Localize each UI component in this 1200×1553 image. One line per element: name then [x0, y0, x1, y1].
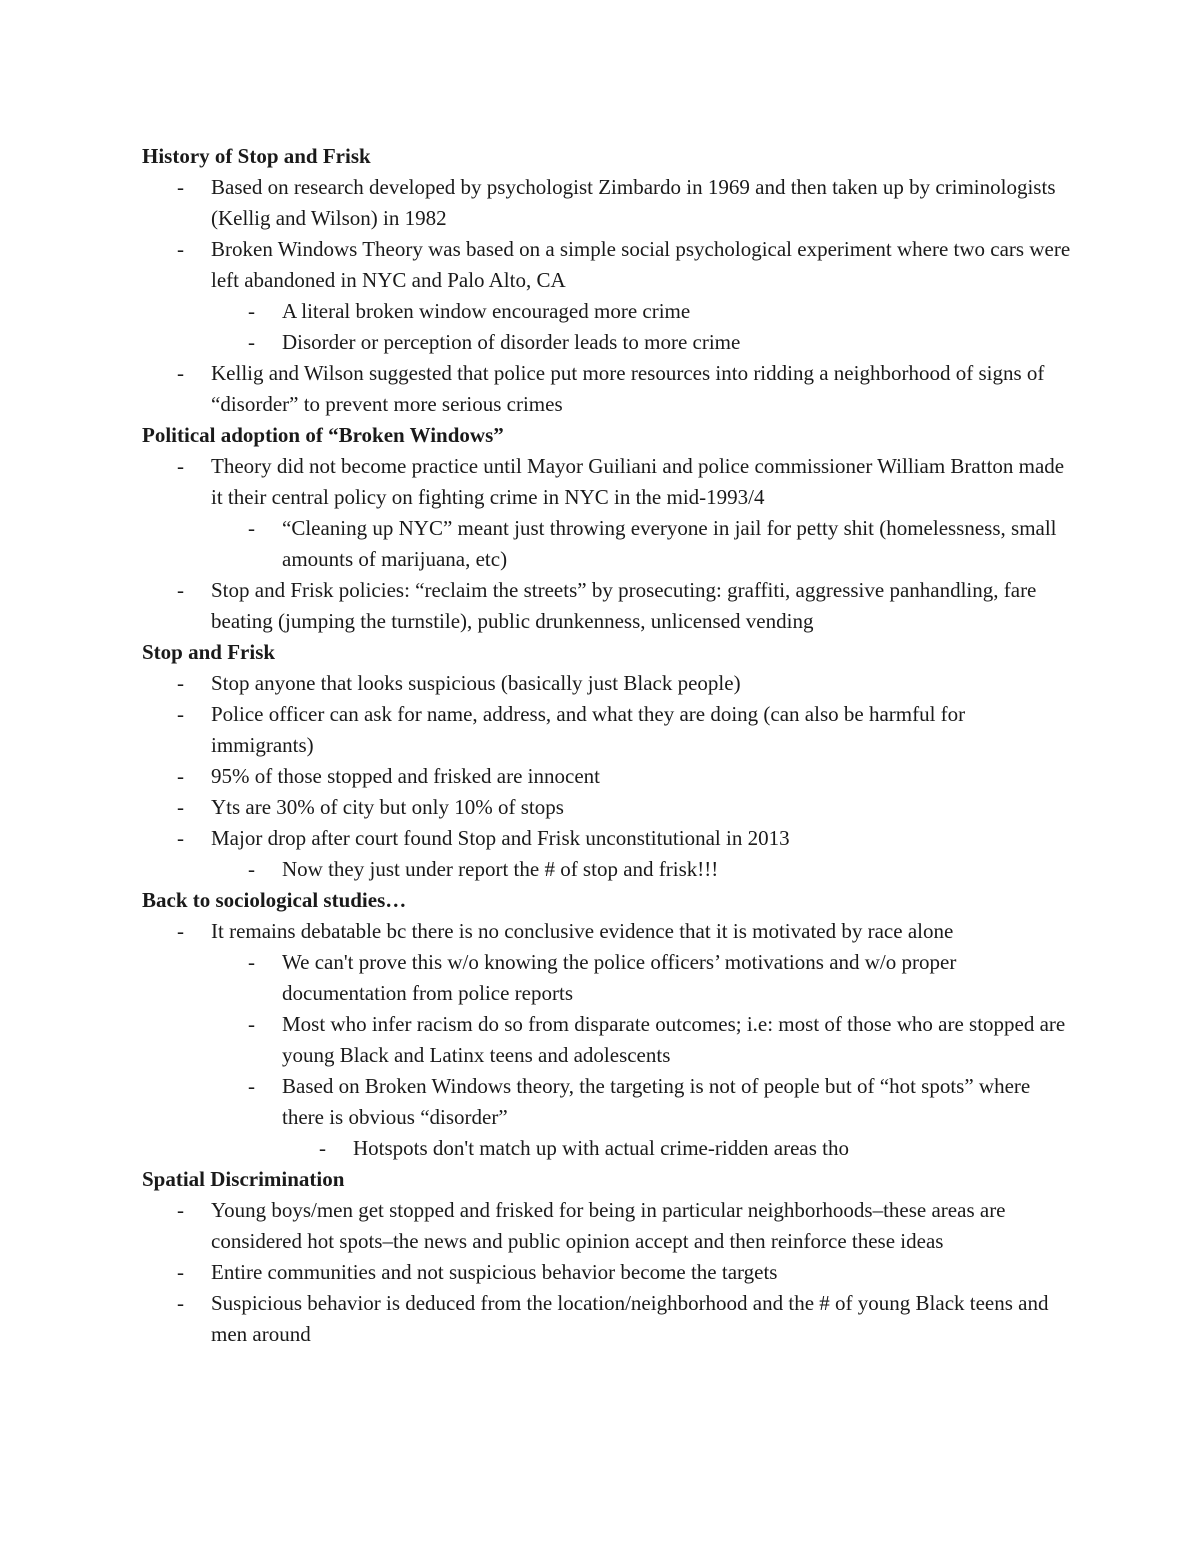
list-item [142, 451, 1072, 513]
list-item [142, 575, 1072, 637]
dash-bullet: - [177, 826, 184, 850]
section-heading: Political adoption of “Broken Windows” [142, 423, 504, 447]
dash-bullet: - [177, 175, 184, 199]
dash-bullet: - [177, 702, 184, 726]
list-item-text: Yts are 30% of city but only 10% of stops [211, 795, 564, 819]
dash-bullet: - [177, 237, 184, 261]
dash-bullet: - [177, 1291, 184, 1315]
list-item [142, 947, 1072, 1009]
list-item-text: Hotspots don't match up with actual crime-ridden areas tho [353, 1136, 849, 1160]
bullet-list [142, 1195, 1072, 1350]
list-item [142, 854, 1072, 885]
list-item [142, 699, 1072, 761]
dash-bullet: - [177, 361, 184, 385]
dash-bullet: - [248, 330, 255, 354]
list-item-text: Stop and Frisk policies: “reclaim the streets” by prosecuting: graffiti, aggressive panhandling, fare beating (jumping the turnstile), public drunkenness, unlicensed vending [211, 578, 1037, 633]
dash-bullet: - [248, 1012, 255, 1036]
section-heading: History of Stop and Frisk [142, 144, 371, 168]
list-item-text: Police officer can ask for name, address, and what they are doing (can also be harmful for immigrants) [211, 702, 966, 757]
bullet-list [142, 668, 1072, 885]
dash-bullet: - [177, 578, 184, 602]
dash-bullet: - [248, 299, 255, 323]
list-item-text: Entire communities and not suspicious behavior become the targets [211, 1260, 778, 1284]
list-item [142, 1257, 1072, 1288]
list-item [142, 761, 1072, 792]
list-item-text: Young boys/men get stopped and frisked for being in particular neighborhoods–these areas are considered hot spots–the news and public opinion accept and then reinforce these ideas [211, 1198, 1006, 1253]
list-item [142, 1133, 1072, 1164]
list-item-text: Based on research developed by psychologist Zimbardo in 1969 and then taken up by criminologists (Kellig and Wilson) in 1982 [211, 175, 1056, 230]
list-item [142, 1288, 1072, 1350]
dash-bullet: - [177, 1198, 184, 1222]
list-item-text: Theory did not become practice until Mayor Guiliani and police commissioner William Bratton made it their central policy on fighting crime in NYC in the mid-1993/4 [211, 454, 1065, 509]
list-item [142, 358, 1072, 420]
list-item [142, 823, 1072, 854]
list-item-text: We can't prove this w/o knowing the police officers’ motivations and w/o proper documentation from police reports [282, 950, 957, 1005]
list-item [142, 172, 1072, 234]
list-item-text: Kellig and Wilson suggested that police put more resources into ridding a neighborhood of signs of “disorder” to prevent more serious crimes [211, 361, 1045, 416]
list-item [142, 296, 1072, 327]
dash-bullet: - [177, 454, 184, 478]
list-item [142, 792, 1072, 823]
dash-bullet: - [177, 919, 184, 943]
section-heading: Back to sociological studies… [142, 888, 407, 912]
list-item [142, 1195, 1072, 1257]
dash-bullet: - [177, 795, 184, 819]
list-item-text: Based on Broken Windows theory, the targeting is not of people but of “hot spots” where there is obvious “disorder” [282, 1074, 1031, 1129]
dash-bullet: - [319, 1136, 326, 1160]
list-item-text: Major drop after court found Stop and Frisk unconstitutional in 2013 [211, 826, 790, 850]
list-item-text: 95% of those stopped and frisked are innocent [211, 764, 600, 788]
dash-bullet: - [248, 857, 255, 881]
list-item-text: Most who infer racism do so from disparate outcomes; i.e: most of those who are stopped are young Black and Latinx teens and adolescents [282, 1012, 1066, 1067]
bullet-list [142, 451, 1072, 637]
list-item-text: A literal broken window encouraged more crime [282, 299, 691, 323]
section-heading: Stop and Frisk [142, 640, 276, 664]
document-body [142, 141, 1072, 1350]
list-item-text: “Cleaning up NYC” meant just throwing everyone in jail for petty shit (homelessness, small amounts of marijuana, etc) [282, 516, 1057, 571]
section-heading: Spatial Discrimination [142, 1167, 345, 1191]
dash-bullet: - [177, 1260, 184, 1284]
list-item-text: Suspicious behavior is deduced from the location/neighborhood and the # of young Black teens and men around [211, 1291, 1049, 1346]
dash-bullet: - [248, 1074, 255, 1098]
list-item [142, 327, 1072, 358]
list-item [142, 1071, 1072, 1133]
list-item [142, 234, 1072, 296]
list-item-text: Disorder or perception of disorder leads to more crime [282, 330, 741, 354]
dash-bullet: - [248, 950, 255, 974]
list-item-text: Now they just under report the # of stop and frisk!!! [282, 857, 719, 881]
bullet-list [142, 172, 1072, 420]
dash-bullet: - [248, 516, 255, 540]
list-item [142, 668, 1072, 699]
list-item-text: Broken Windows Theory was based on a simple social psychological experiment where two cars were left abandoned in NYC and Palo Alto, CA [211, 237, 1071, 292]
dash-bullet: - [177, 764, 184, 788]
list-item [142, 1009, 1072, 1071]
list-item [142, 513, 1072, 575]
list-item [142, 916, 1072, 947]
dash-bullet: - [177, 671, 184, 695]
bullet-list [142, 916, 1072, 1164]
list-item-text: It remains debatable bc there is no conclusive evidence that it is motivated by race alone [211, 919, 954, 943]
list-item-text: Stop anyone that looks suspicious (basically just Black people) [211, 671, 741, 695]
